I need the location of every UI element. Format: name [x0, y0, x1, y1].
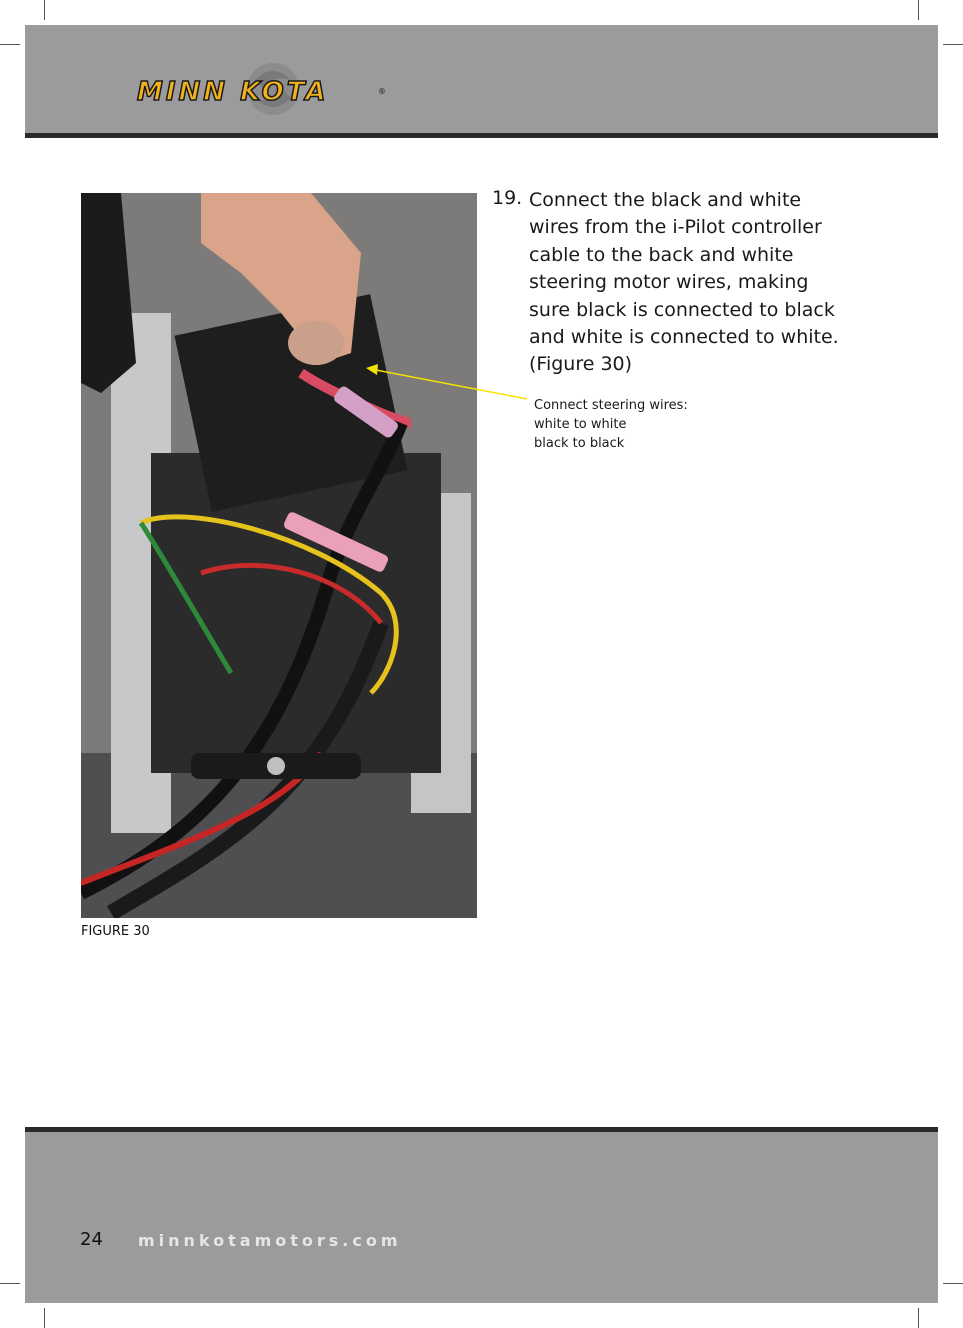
crop-mark [943, 1283, 963, 1284]
step-instruction: Connect the black and white wires from the i-Pilot controller cable to the back and white steering motor wires, making sure black is connected to black and white is connected to white. (Figure 30) [529, 189, 839, 376]
callout-line: black to black [534, 436, 625, 451]
callout-line: white to white [534, 417, 627, 432]
callout-line: Connect steering wires: [534, 398, 688, 413]
header-rule [25, 133, 938, 138]
figure-callout [534, 396, 688, 453]
footer-band [25, 1132, 938, 1303]
svg-text:MINN KOTA: MINN KOTA [137, 77, 329, 107]
crop-mark [0, 1283, 20, 1284]
crop-mark [918, 0, 919, 20]
crop-mark [44, 1308, 45, 1328]
svg-text:®: ® [378, 87, 386, 96]
page-number: 24 [80, 1229, 103, 1250]
crop-mark [918, 1308, 919, 1328]
crop-mark [943, 44, 963, 45]
crop-mark [44, 0, 45, 20]
figure-30-photo [81, 193, 477, 918]
step-number: 19. [492, 187, 523, 209]
crop-mark [0, 44, 20, 45]
brand-logo [135, 58, 390, 118]
figure-caption: FIGURE 30 [81, 924, 150, 939]
website-link[interactable]: minnkotamotors.com [138, 1231, 402, 1250]
